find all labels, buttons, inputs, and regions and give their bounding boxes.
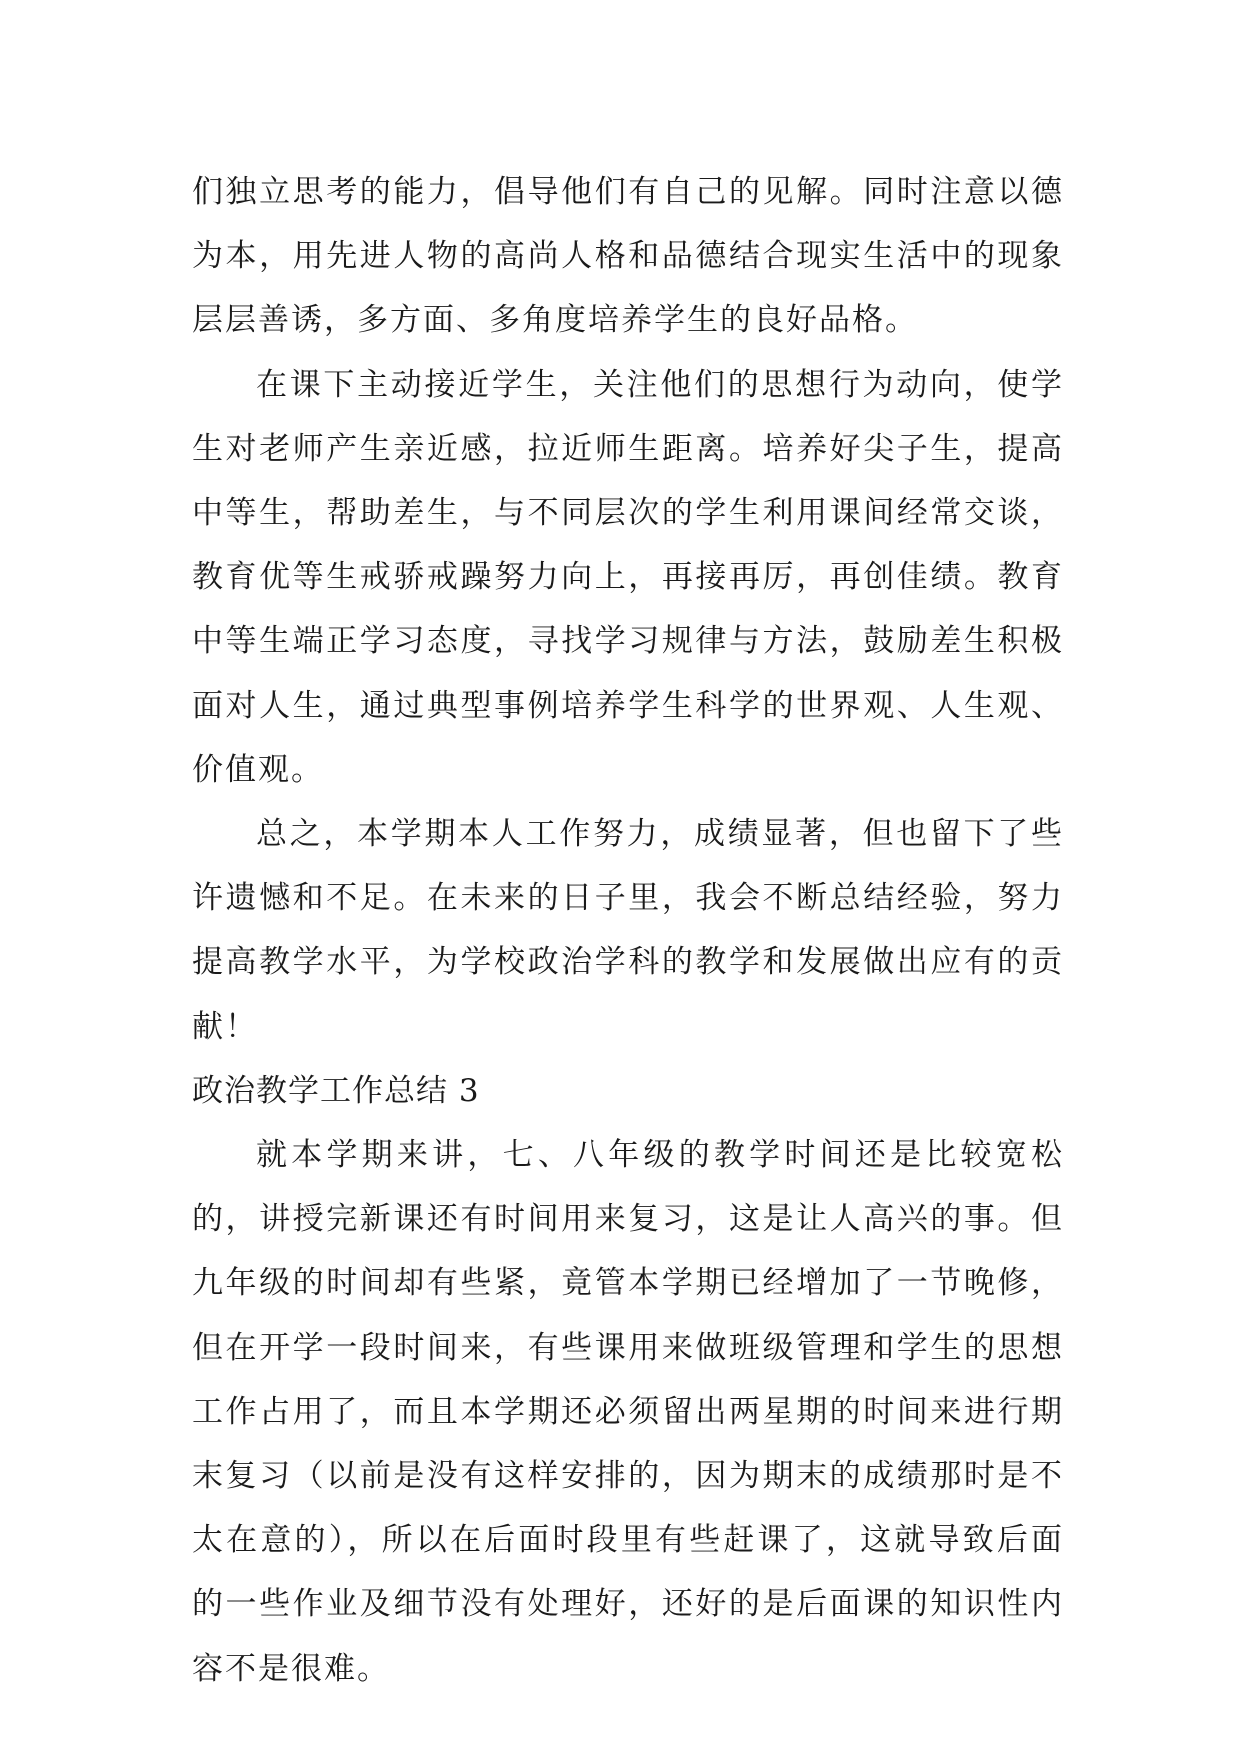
- paragraph-conclusion: 总之，本学期本人工作努力，成绩显著，但也留下了些许遗憾和不足。在未来的日子里，我会不断总结经验，努力提高教学水平，为学校政治学科的教学和发展做出应有的贡献！: [192, 816, 1064, 1045]
- paragraph-semester-schedule: 就本学期来讲，七、八年级的教学时间还是比较宽松的，讲授完新课还有时间用来复习，这是让人高兴的事。但九年级的时间却有些紧，竟管本学期已经增加了一节晚修，但在开学一段时间来，有些课用来做班级管理和学生的思想工作占用了，而且本学期还必须留出两星期的时间来进行期末复习（以前是没有这样安排的，因为期末的成绩那时是不太在意的），所以在后面时段里有些赶课了，这就导致后面的一些作业及细节没有处理好，还好的是后面课的知识性内容不是很难。: [192, 1137, 1064, 1687]
- paragraph-continued: 们独立思考的能力，倡导他们有自己的见解。同时注意以德为本，用先进人物的高尚人格和品德结合现实生活中的现象层层善诱，多方面、多角度培养学生的良好品格。: [192, 174, 1064, 339]
- section-title: 政治教学工作总结 3: [192, 1072, 480, 1109]
- paragraph-student-care: 在课下主动接近学生，关注他们的思想行为动向，使学生对老师产生亲近感，拉近师生距离。培养好尖子生，提高中等生，帮助差生，与不同层次的学生利用课间经常交谈，教育优等生戒骄戒躁努力向上，再接再厉，再创佳绩。教育中等生端正学习态度，寻找学习规律与方法，鼓励差生积极面对人生，通过典型事例培养学生科学的世界观、人生观、价值观。: [192, 366, 1064, 788]
- document-body: [192, 160, 1064, 1701]
